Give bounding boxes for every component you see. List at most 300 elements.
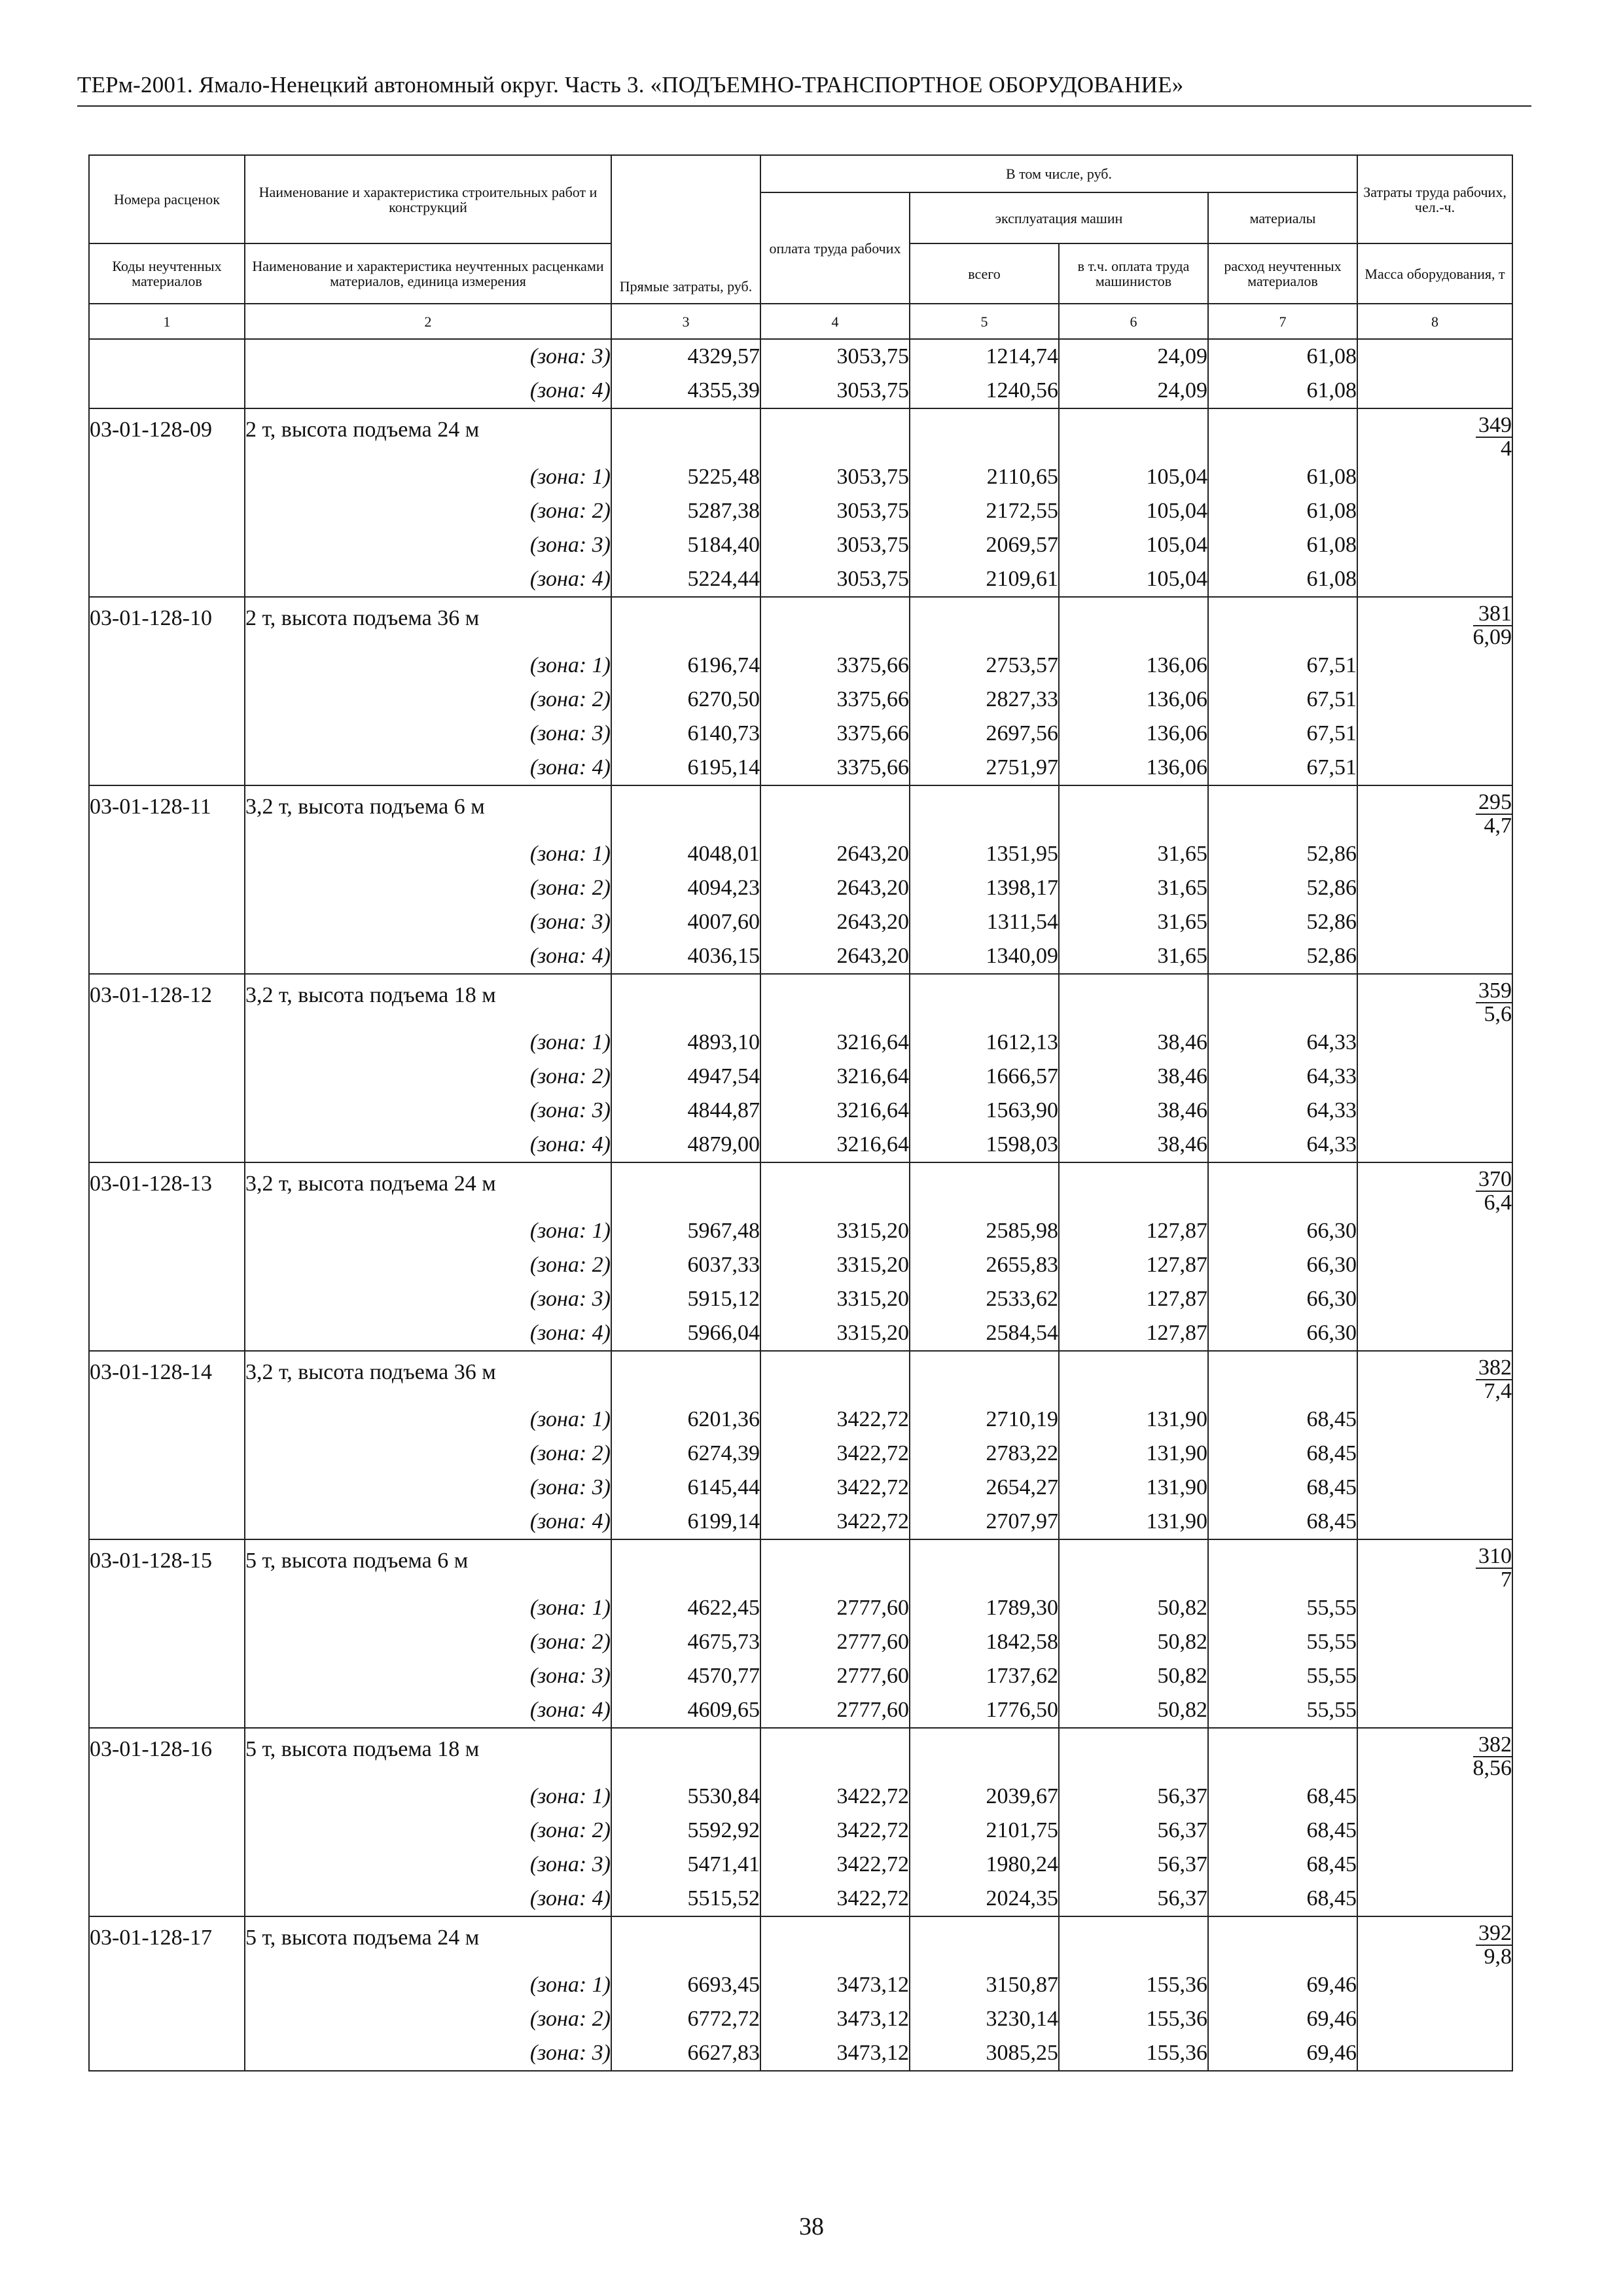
table-row [89,1403,1512,1437]
empty-cell [1059,1351,1208,1403]
machines-total-cell: 2172,55 [910,494,1059,528]
zone-label: (зона: 4) [245,1882,611,1916]
materials-cell: 68,45 [1208,1403,1357,1437]
work-name: 5 т, высота подъема 24 м [245,1916,611,1968]
materials-cell: 66,30 [1208,1316,1357,1351]
labor-mass-fraction [1476,1545,1512,1591]
table-row [89,939,1512,974]
table-row [89,1026,1512,1060]
materials-cell: 67,51 [1208,683,1357,717]
header-raskhod: расход неучтенных материалов [1208,243,1357,304]
table-row [89,1848,1512,1882]
materials-cell: 69,46 [1208,1968,1357,2002]
empty-cell [910,597,1059,649]
direct-costs-cell: 5224,44 [611,562,760,597]
empty-cell [611,597,760,649]
materials-cell: 61,08 [1208,494,1357,528]
operator-pay-cell: 50,82 [1059,1625,1208,1659]
empty-cell [910,1351,1059,1403]
header-v-tom-chisle: В том числе, руб. [760,155,1357,192]
materials-cell: 52,86 [1208,871,1357,905]
header-ekspluatatsiya: эксплуатация машин [910,192,1208,243]
direct-costs-cell: 6037,33 [611,1248,760,1282]
machines-total-cell: 2039,67 [910,1780,1059,1814]
equipment-mass: 6,4 [1484,1191,1512,1215]
page-number: 38 [799,2213,824,2240]
labor-mass-fraction [1473,1734,1512,1780]
empty-cell [760,1916,910,1968]
labor-mass-cell [1357,494,1512,528]
column-number: 3 [611,304,760,339]
code-cell [89,717,245,751]
empty-cell [760,597,910,649]
materials-cell: 64,33 [1208,1128,1357,1162]
labor-mass-cell [1357,1316,1512,1351]
empty-cell [760,1162,910,1214]
labor-mass-fraction [1476,791,1512,837]
labor-mass-cell [1357,1214,1512,1248]
empty-cell [1208,597,1357,649]
labor-mass-cell [1357,1539,1512,1591]
materials-cell: 64,33 [1208,1094,1357,1128]
materials-cell: 66,30 [1208,1282,1357,1316]
materials-cell: 69,46 [1208,2002,1357,2036]
labor-mass-cell [1357,2002,1512,2036]
machines-total-cell: 1311,54 [910,905,1059,939]
empty-cell [611,1162,760,1214]
empty-cell [760,974,910,1026]
table-row [89,460,1512,494]
empty-cell [910,1162,1059,1214]
labor-pay-cell: 3422,72 [760,1437,910,1471]
code-cell [89,1060,245,1094]
labor-hours: 381 [1473,603,1512,626]
zone-label: (зона: 3) [245,1471,611,1505]
direct-costs-cell: 6140,73 [611,717,760,751]
table-row [89,1693,1512,1728]
labor-pay-cell: 3315,20 [760,1316,910,1351]
empty-cell [760,1539,910,1591]
equipment-mass: 8,56 [1472,1756,1512,1780]
work-name: 3,2 т, высота подъема 24 м [245,1162,611,1214]
materials-cell: 67,51 [1208,751,1357,785]
machines-total-cell: 2069,57 [910,528,1059,562]
zone-label: (зона: 1) [245,1403,611,1437]
labor-mass-cell [1357,1282,1512,1316]
labor-pay-cell: 3422,72 [760,1780,910,1814]
empty-cell [1059,597,1208,649]
direct-costs-cell: 4007,60 [611,905,760,939]
labor-mass-cell [1357,1814,1512,1848]
empty-cell [760,408,910,460]
operator-pay-cell: 105,04 [1059,528,1208,562]
table-row [89,1659,1512,1693]
machines-total-cell: 2783,22 [910,1437,1059,1471]
zone-label: (зона: 3) [245,1094,611,1128]
table-row [89,597,1512,649]
empty-cell [760,1728,910,1780]
empty-cell [760,1351,910,1403]
column-number: 1 [89,304,245,339]
labor-hours: 370 [1476,1168,1512,1192]
labor-mass-fraction [1476,1922,1512,1968]
labor-mass-cell [1357,1848,1512,1882]
code-cell [89,1128,245,1162]
zone-label: (зона: 1) [245,837,611,871]
machines-total-cell: 2655,83 [910,1248,1059,1282]
direct-costs-cell: 4094,23 [611,871,760,905]
operator-pay-cell: 127,87 [1059,1214,1208,1248]
labor-mass-cell [1357,1916,1512,1968]
table-row [89,1162,1512,1214]
empty-cell [910,974,1059,1026]
labor-pay-cell: 2777,60 [760,1625,910,1659]
zone-label: (зона: 4) [245,1505,611,1539]
empty-cell [1208,1728,1357,1780]
operator-pay-cell: 56,37 [1059,1780,1208,1814]
labor-pay-cell: 2777,60 [760,1659,910,1693]
empty-cell [611,1351,760,1403]
table-row [89,1214,1512,1248]
direct-costs-cell: 4947,54 [611,1060,760,1094]
labor-mass-fraction [1476,1168,1512,1214]
zone-label: (зона: 1) [245,1214,611,1248]
labor-pay-cell: 3473,12 [760,2002,910,2036]
rate-code: 03-01-128-16 [89,1728,245,1780]
zone-label: (зона: 1) [245,1968,611,2002]
code-cell [89,939,245,974]
labor-mass-cell [1357,1162,1512,1214]
materials-cell: 61,08 [1208,562,1357,597]
labor-hours: 310 [1476,1545,1512,1569]
zone-label: (зона: 3) [245,1659,611,1693]
operator-pay-cell: 127,87 [1059,1282,1208,1316]
labor-mass-cell [1357,1060,1512,1094]
code-cell [89,1403,245,1437]
labor-mass-cell [1357,1403,1512,1437]
direct-costs-cell: 4675,73 [611,1625,760,1659]
table-row [89,408,1512,460]
empty-cell [1208,785,1357,837]
labor-mass-cell [1357,1968,1512,2002]
table-body [89,339,1512,2071]
table-row [89,1437,1512,1471]
labor-mass-cell [1357,905,1512,939]
materials-cell: 68,45 [1208,1505,1357,1539]
materials-cell: 68,45 [1208,1780,1357,1814]
materials-cell: 61,08 [1208,339,1357,374]
column-number: 7 [1208,304,1357,339]
labor-mass-cell [1357,1437,1512,1471]
machines-total-cell: 2753,57 [910,649,1059,683]
operator-pay-cell: 131,90 [1059,1403,1208,1437]
labor-mass-fraction [1473,603,1512,649]
labor-mass-cell [1357,1693,1512,1728]
operator-pay-cell: 127,87 [1059,1248,1208,1282]
labor-hours: 349 [1476,414,1512,438]
table-row [89,837,1512,871]
direct-costs-cell: 4036,15 [611,939,760,974]
work-name: 5 т, высота подъема 18 м [245,1728,611,1780]
zone-label: (зона: 3) [245,1848,611,1882]
zone-label: (зона: 2) [245,1814,611,1848]
labor-pay-cell: 3053,75 [760,339,910,374]
empty-cell [611,1728,760,1780]
header-naim-neuchtennyh: Наименование и характеристика неучтенных расценками материалов, единица измерения [245,243,611,304]
direct-costs-cell: 4879,00 [611,1128,760,1162]
zone-label: (зона: 4) [245,751,611,785]
labor-mass-cell [1357,717,1512,751]
labor-mass-cell [1357,408,1512,460]
labor-pay-cell: 2777,60 [760,1591,910,1625]
operator-pay-cell: 38,46 [1059,1094,1208,1128]
labor-mass-cell [1357,1505,1512,1539]
machines-total-cell: 2584,54 [910,1316,1059,1351]
zone-label: (зона: 2) [245,871,611,905]
empty-cell [1208,408,1357,460]
labor-mass-cell [1357,1728,1512,1780]
labor-pay-cell: 2643,20 [760,905,910,939]
direct-costs-cell: 6195,14 [611,751,760,785]
materials-cell: 68,45 [1208,1848,1357,1882]
materials-cell: 68,45 [1208,1882,1357,1916]
empty-cell [760,785,910,837]
labor-pay-cell: 3422,72 [760,1882,910,1916]
table-row [89,1625,1512,1659]
machines-total-cell: 1398,17 [910,871,1059,905]
zone-label: (зона: 3) [245,717,611,751]
table-row [89,1539,1512,1591]
table-row [89,905,1512,939]
code-cell [89,460,245,494]
materials-cell: 67,51 [1208,717,1357,751]
table-row [89,1128,1512,1162]
empty-cell [910,408,1059,460]
direct-costs-cell: 6772,72 [611,2002,760,2036]
machines-total-cell: 1340,09 [910,939,1059,974]
operator-pay-cell: 56,37 [1059,1882,1208,1916]
code-cell [89,2002,245,2036]
operator-pay-cell: 105,04 [1059,562,1208,597]
operator-pay-cell: 127,87 [1059,1316,1208,1351]
machines-total-cell: 2109,61 [910,562,1059,597]
operator-pay-cell: 24,09 [1059,374,1208,408]
empty-cell [1208,974,1357,1026]
materials-cell: 61,08 [1208,460,1357,494]
equipment-mass: 7 [1501,1568,1512,1592]
equipment-mass: 5,6 [1484,1002,1512,1026]
labor-mass-fraction [1476,980,1512,1026]
code-cell [89,1659,245,1693]
zone-label: (зона: 4) [245,939,611,974]
code-cell [89,649,245,683]
code-cell [89,1437,245,1471]
direct-costs-cell: 5530,84 [611,1780,760,1814]
labor-pay-cell: 3422,72 [760,1505,910,1539]
rates-table [88,154,1513,2072]
equipment-mass: 7,4 [1484,1379,1512,1403]
table-row [89,528,1512,562]
labor-mass-cell [1357,974,1512,1026]
labor-mass-cell [1357,1882,1512,1916]
code-cell [89,1693,245,1728]
work-name: 3,2 т, высота подъема 36 м [245,1351,611,1403]
materials-cell: 55,55 [1208,1625,1357,1659]
zone-label: (зона: 3) [245,1282,611,1316]
direct-costs-cell: 5967,48 [611,1214,760,1248]
code-cell [89,339,245,374]
materials-cell: 67,51 [1208,649,1357,683]
empty-cell [611,1539,760,1591]
labor-mass-cell [1357,751,1512,785]
code-cell [89,1591,245,1625]
operator-pay-cell: 155,36 [1059,2002,1208,2036]
table-row [89,1282,1512,1316]
empty-cell [611,408,760,460]
labor-pay-cell: 3315,20 [760,1282,910,1316]
empty-cell [611,974,760,1026]
machines-total-cell: 1240,56 [910,374,1059,408]
direct-costs-cell: 4893,10 [611,1026,760,1060]
empty-cell [1059,974,1208,1026]
labor-mass-cell [1357,785,1512,837]
direct-costs-cell: 5915,12 [611,1282,760,1316]
machines-total-cell: 2827,33 [910,683,1059,717]
code-cell [89,1471,245,1505]
header-zatraty-truda: Затраты труда рабочих, чел.-ч. [1357,155,1512,243]
machines-total-cell: 1666,57 [910,1060,1059,1094]
header-kody: Коды неучтенных материалов [89,243,245,304]
zone-label: (зона: 2) [245,2002,611,2036]
table-row [89,1060,1512,1094]
direct-costs-cell: 5471,41 [611,1848,760,1882]
zone-label: (зона: 2) [245,1060,611,1094]
zone-label: (зона: 2) [245,683,611,717]
empty-cell [1059,408,1208,460]
labor-pay-cell: 3216,64 [760,1128,910,1162]
column-number: 6 [1059,304,1208,339]
zone-label: (зона: 3) [245,2036,611,2071]
zone-label: (зона: 1) [245,1026,611,1060]
machines-total-cell: 3150,87 [910,1968,1059,2002]
labor-pay-cell: 3473,12 [760,1968,910,2002]
labor-pay-cell: 3053,75 [760,528,910,562]
labor-pay-cell: 3422,72 [760,1814,910,1848]
table-row [89,2036,1512,2071]
zone-label: (зона: 4) [245,1128,611,1162]
table-row [89,683,1512,717]
labor-pay-cell: 3375,66 [760,683,910,717]
empty-cell [1059,1162,1208,1214]
labor-pay-cell: 2643,20 [760,871,910,905]
zone-label: (зона: 2) [245,1625,611,1659]
direct-costs-cell: 5225,48 [611,460,760,494]
zone-label: (зона: 4) [245,562,611,597]
code-cell [89,1248,245,1282]
materials-cell: 66,30 [1208,1248,1357,1282]
direct-costs-cell: 4048,01 [611,837,760,871]
labor-pay-cell: 3216,64 [760,1094,910,1128]
table-row [89,1728,1512,1780]
labor-pay-cell: 3422,72 [760,1403,910,1437]
code-cell [89,1026,245,1060]
direct-costs-cell: 5184,40 [611,528,760,562]
operator-pay-cell: 136,06 [1059,751,1208,785]
machines-total-cell: 1980,24 [910,1848,1059,1882]
work-name: 2 т, высота подъема 36 м [245,597,611,649]
code-cell [89,1780,245,1814]
operator-pay-cell: 31,65 [1059,939,1208,974]
empty-cell [1059,1728,1208,1780]
direct-costs-cell: 5287,38 [611,494,760,528]
labor-mass-cell [1357,1780,1512,1814]
code-cell [89,1625,245,1659]
work-name: 3,2 т, высота подъема 18 м [245,974,611,1026]
header-vsego: всего [910,243,1059,304]
materials-cell: 55,55 [1208,1693,1357,1728]
materials-cell: 68,45 [1208,1471,1357,1505]
operator-pay-cell: 31,65 [1059,837,1208,871]
rate-code: 03-01-128-13 [89,1162,245,1214]
equipment-mass: 4,7 [1484,814,1512,838]
table-row [89,2002,1512,2036]
operator-pay-cell: 50,82 [1059,1591,1208,1625]
operator-pay-cell: 155,36 [1059,2036,1208,2071]
machines-total-cell: 1776,50 [910,1693,1059,1728]
table-row [89,374,1512,408]
direct-costs-cell: 6199,14 [611,1505,760,1539]
direct-costs-cell: 5966,04 [611,1316,760,1351]
direct-costs-cell: 5515,52 [611,1882,760,1916]
labor-mass-cell [1357,649,1512,683]
labor-mass-cell [1357,837,1512,871]
rate-code: 03-01-128-10 [89,597,245,649]
labor-mass-fraction [1476,414,1512,460]
code-cell [89,905,245,939]
labor-pay-cell: 2777,60 [760,1693,910,1728]
operator-pay-cell: 56,37 [1059,1814,1208,1848]
labor-pay-cell: 3375,66 [760,751,910,785]
direct-costs-cell: 5592,92 [611,1814,760,1848]
rate-code: 03-01-128-11 [89,785,245,837]
zone-label: (зона: 1) [245,1591,611,1625]
table-row [89,562,1512,597]
labor-pay-cell: 3053,75 [760,494,910,528]
operator-pay-cell: 24,09 [1059,339,1208,374]
labor-pay-cell: 3315,20 [760,1248,910,1282]
zone-label: (зона: 2) [245,494,611,528]
operator-pay-cell: 56,37 [1059,1848,1208,1882]
labor-pay-cell: 3216,64 [760,1026,910,1060]
machines-total-cell: 2101,75 [910,1814,1059,1848]
code-cell [89,871,245,905]
zone-label: (зона: 3) [245,905,611,939]
code-cell [89,494,245,528]
table-row [89,785,1512,837]
code-cell [89,1214,245,1248]
labor-pay-cell: 3375,66 [760,649,910,683]
operator-pay-cell: 105,04 [1059,460,1208,494]
empty-cell [910,785,1059,837]
rate-code: 03-01-128-12 [89,974,245,1026]
equipment-mass: 9,8 [1484,1945,1512,1969]
direct-costs-cell: 4622,45 [611,1591,760,1625]
table-row [89,339,1512,374]
labor-hours: 359 [1476,980,1512,1003]
header-oplata: оплата труда рабочих [760,192,910,304]
machines-total-cell: 2697,56 [910,717,1059,751]
column-number: 8 [1357,304,1512,339]
